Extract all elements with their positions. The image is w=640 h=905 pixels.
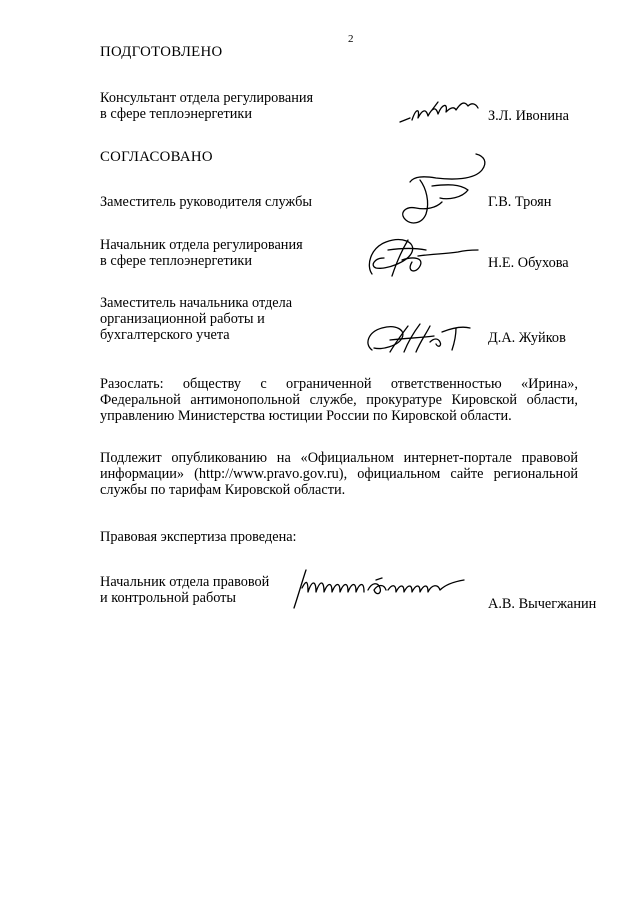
signature-ivonina — [398, 96, 480, 130]
signature-zhuikov — [360, 316, 480, 358]
legal-name: А.В. Вычегжанин — [488, 596, 597, 612]
legal-role-line-1: Начальник отдела правовой — [100, 574, 270, 590]
prepared-role-line-1: Консультант отдела регулирования — [100, 90, 314, 106]
signer-1-role: Заместитель руководителя службы — [100, 194, 313, 210]
signer-3-role-line-2: организационной работы и — [100, 311, 265, 327]
agreed-heading: СОГЛАСОВАНО — [100, 149, 213, 165]
signer-3-role-line-1: Заместитель начальника отдела — [100, 295, 293, 311]
publication-line-1: Подлежит опубликованию на «Официальном интернет-портале правовой — [100, 450, 578, 466]
legal-review-text: Правовая экспертиза проведена: — [100, 529, 297, 545]
prepared-role-line-2: в сфере теплоэнергетики — [100, 106, 253, 122]
signature-vychegzhanin — [288, 566, 468, 610]
signer-1-name: Г.В. Троян — [488, 194, 552, 210]
publication-paragraph — [100, 450, 578, 498]
signer-2-name: Н.Е. Обухова — [488, 255, 569, 271]
publication-line-3: службы по тарифам Кировской области. — [100, 482, 346, 498]
signer-2-role-line-1: Начальник отдела регулирования — [100, 237, 303, 253]
distribution-line-1: Разослать: обществу с ограниченной ответственностью «Ирина», — [100, 376, 578, 392]
distribution-line-3: управлению Министерства юстиции России по Кировской области. — [100, 408, 512, 424]
signer-3-role-line-3: бухгалтерского учета — [100, 327, 230, 343]
distribution-line-2: Федеральной антимонопольной службе, прокуратуре Кировской области, — [100, 392, 578, 408]
signature-obukhova — [362, 230, 480, 280]
legal-role-line-2: и контрольной работы — [100, 590, 237, 606]
signer-3-name: Д.А. Жуйков — [488, 330, 566, 346]
publication-line-2: информации» (http://www.pravo.gov.ru), официальном сайте региональной — [100, 466, 578, 482]
signer-2-role-line-2: в сфере теплоэнергетики — [100, 253, 253, 269]
prepared-heading: ПОДГОТОВЛЕНО — [100, 44, 223, 60]
page-number: 2 — [348, 33, 354, 45]
signature-troyan — [396, 152, 492, 228]
distribution-paragraph — [100, 376, 578, 424]
prepared-name: З.Л. Ивонина — [488, 108, 570, 124]
